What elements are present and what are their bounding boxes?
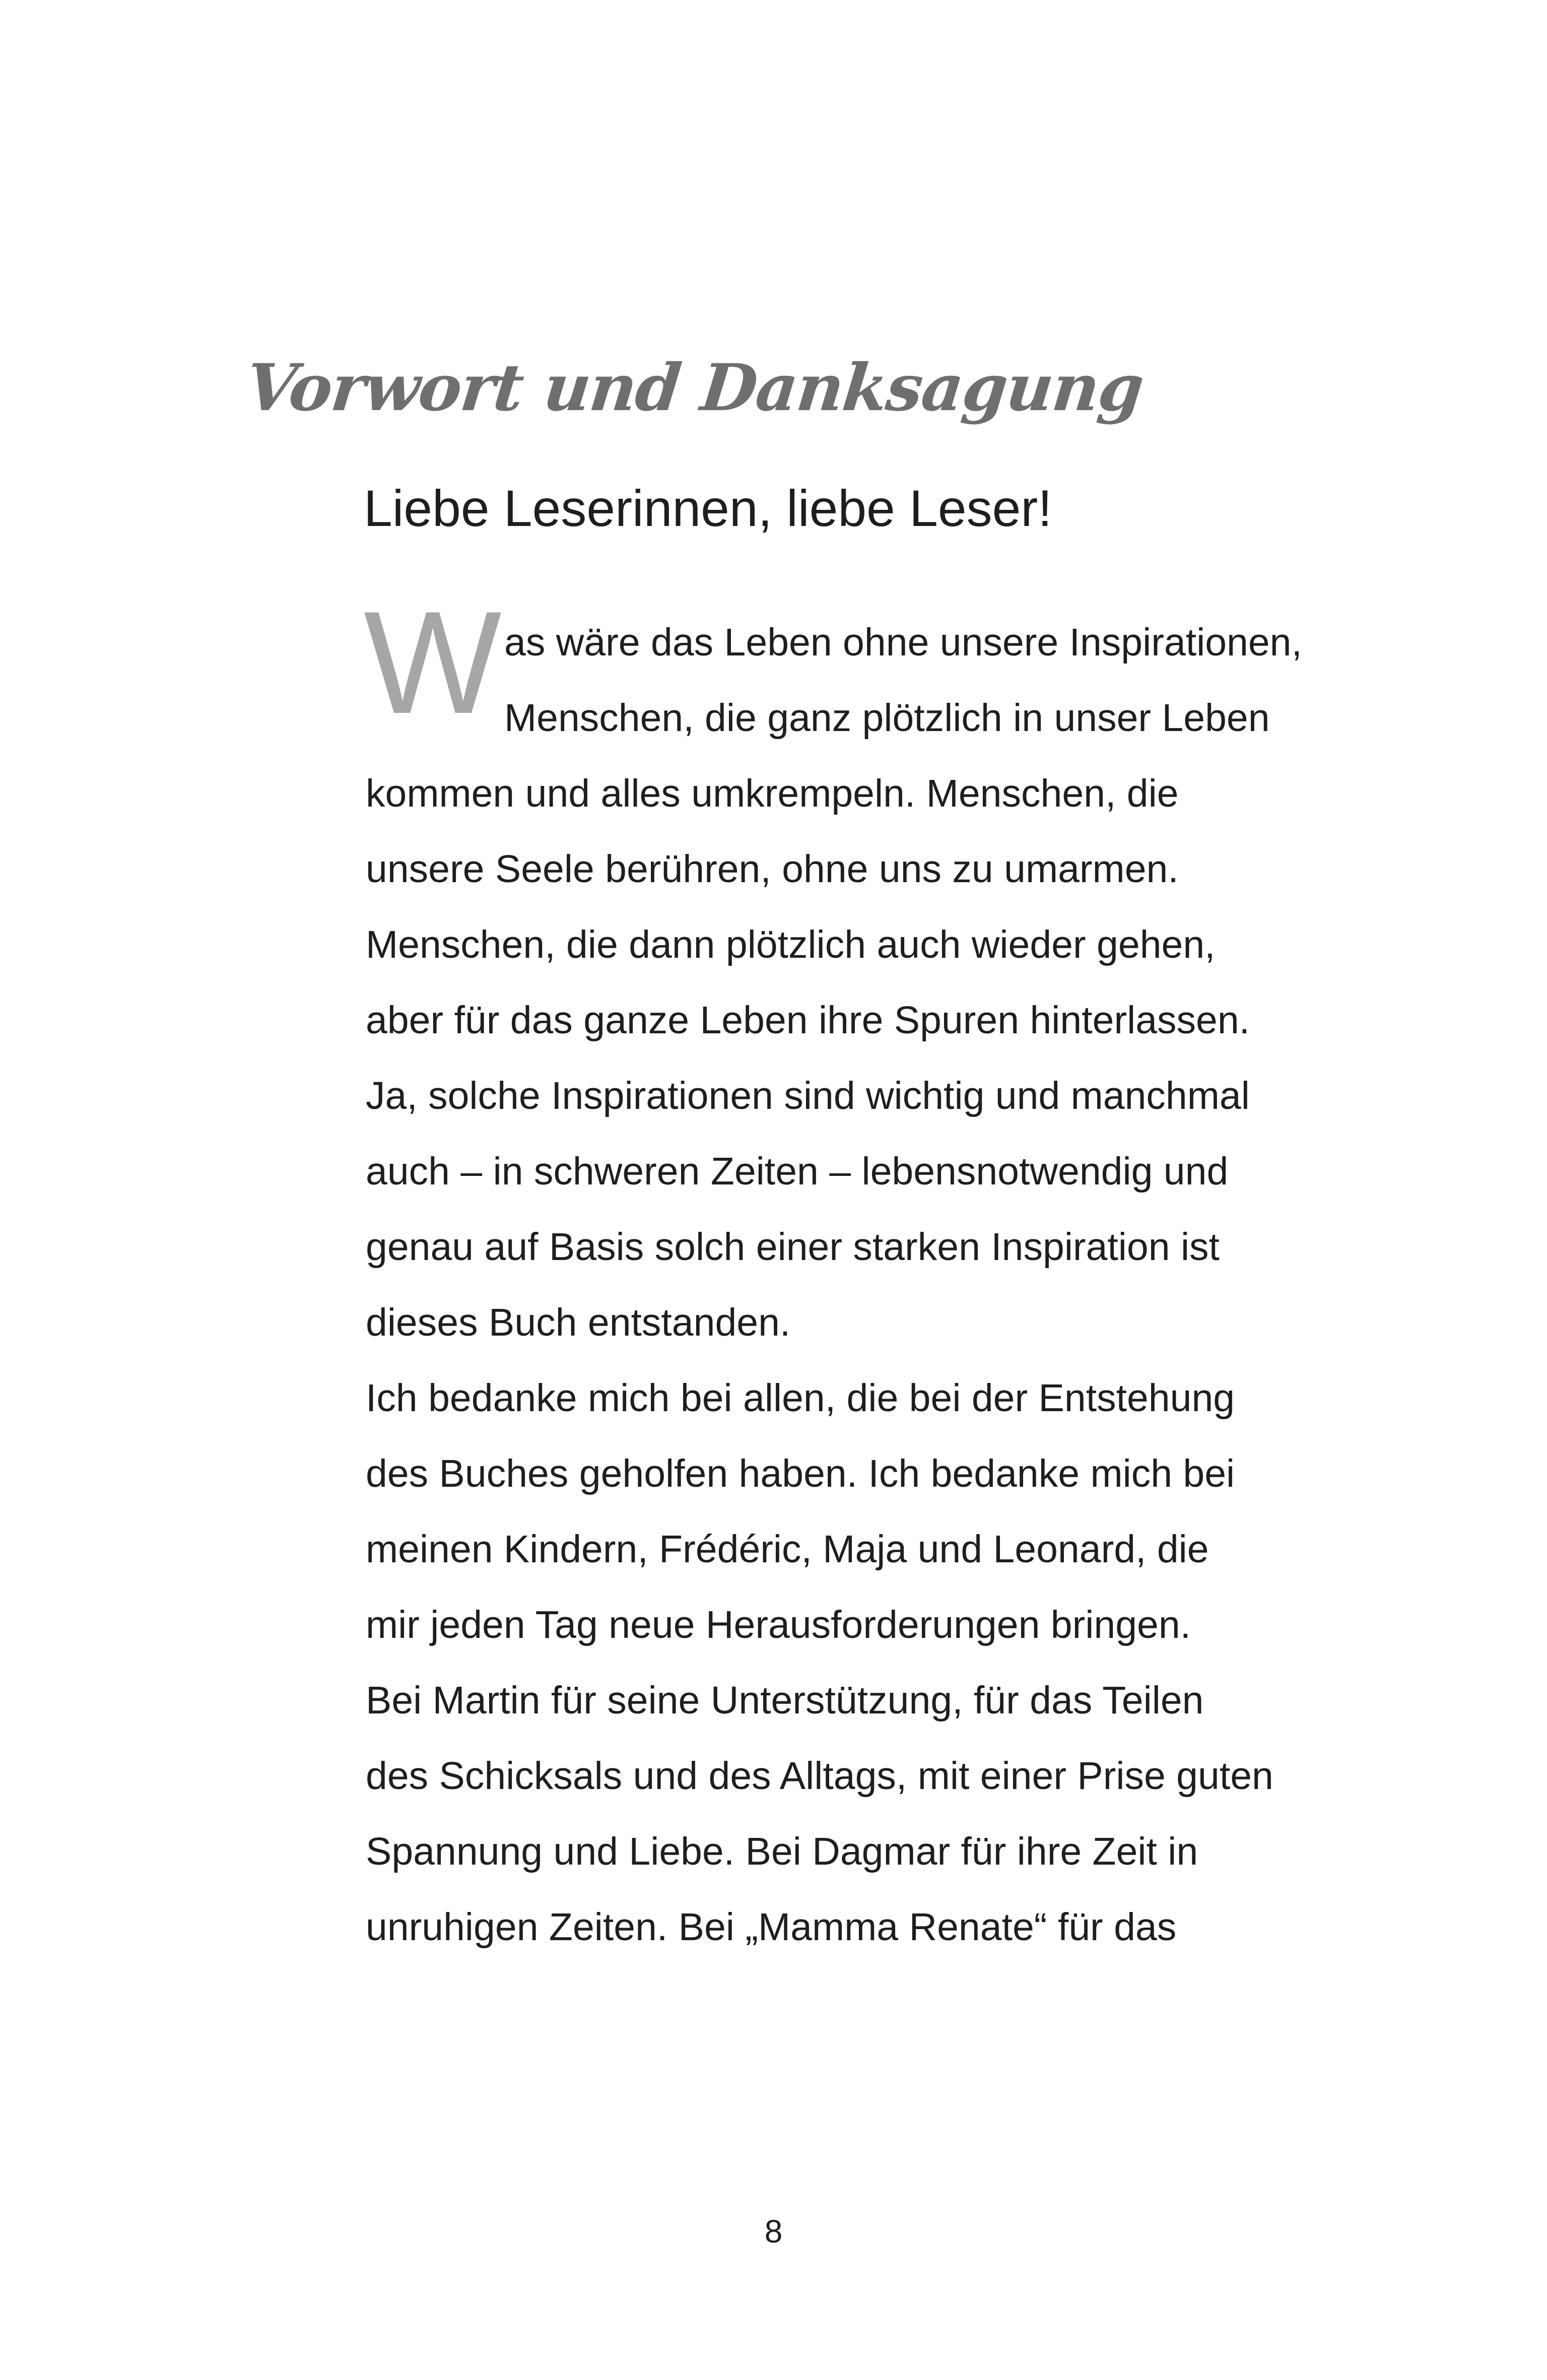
- text-line: as wäre das Leben ohne unsere Inspirationen,: [504, 621, 1302, 664]
- text-line: des Buches geholfen haben. Ich bedanke mich bei: [366, 1452, 1235, 1495]
- text-line: Spannung und Liebe. Bei Dagmar für ihre Zeit in: [366, 1830, 1198, 1873]
- text-line: unruhigen Zeiten. Bei „Mamma Renate“ für das: [366, 1905, 1177, 1949]
- text-line: dieses Buch entstanden.: [366, 1301, 791, 1344]
- body-text: [366, 605, 1323, 1965]
- drop-cap: W: [364, 581, 502, 744]
- text-line: Ich bedanke mich bei allen, die bei der Entstehung: [366, 1376, 1235, 1420]
- text-line: aber für das ganze Leben ihre Spuren hinterlassen.: [366, 999, 1250, 1042]
- text-line: Ja, solche Inspirationen sind wichtig und manchmal: [366, 1074, 1250, 1117]
- text-line: kommen und alles umkrempeln. Menschen, die: [366, 772, 1179, 815]
- text-line: auch – in schweren Zeiten – lebensnotwendig und: [366, 1150, 1229, 1193]
- text-line: des Schicksals und des Alltags, mit einer Prise guten: [366, 1754, 1273, 1798]
- text-line: genau auf Basis solch einer starken Inspiration ist: [366, 1225, 1220, 1269]
- text-line: unsere Seele berühren, ohne uns zu umarmen.: [366, 847, 1179, 891]
- text-line: mir jeden Tag neue Herausforderungen bringen.: [366, 1603, 1191, 1646]
- salutation-heading: Liebe Leserinnen, liebe Leser!: [364, 480, 1052, 537]
- text-line: Menschen, die ganz plötzlich in unser Leben: [504, 696, 1270, 740]
- text-line: Bei Martin für seine Unterstützung, für das Teilen: [366, 1679, 1204, 1722]
- text-line: Menschen, die dann plötzlich auch wieder gehen,: [366, 923, 1216, 966]
- text-line: meinen Kindern, Frédéric, Maja und Leonard, die: [366, 1528, 1209, 1571]
- page-number: 8: [764, 2213, 783, 2250]
- chapter-title: Vorwort und Danksagung: [242, 350, 1147, 426]
